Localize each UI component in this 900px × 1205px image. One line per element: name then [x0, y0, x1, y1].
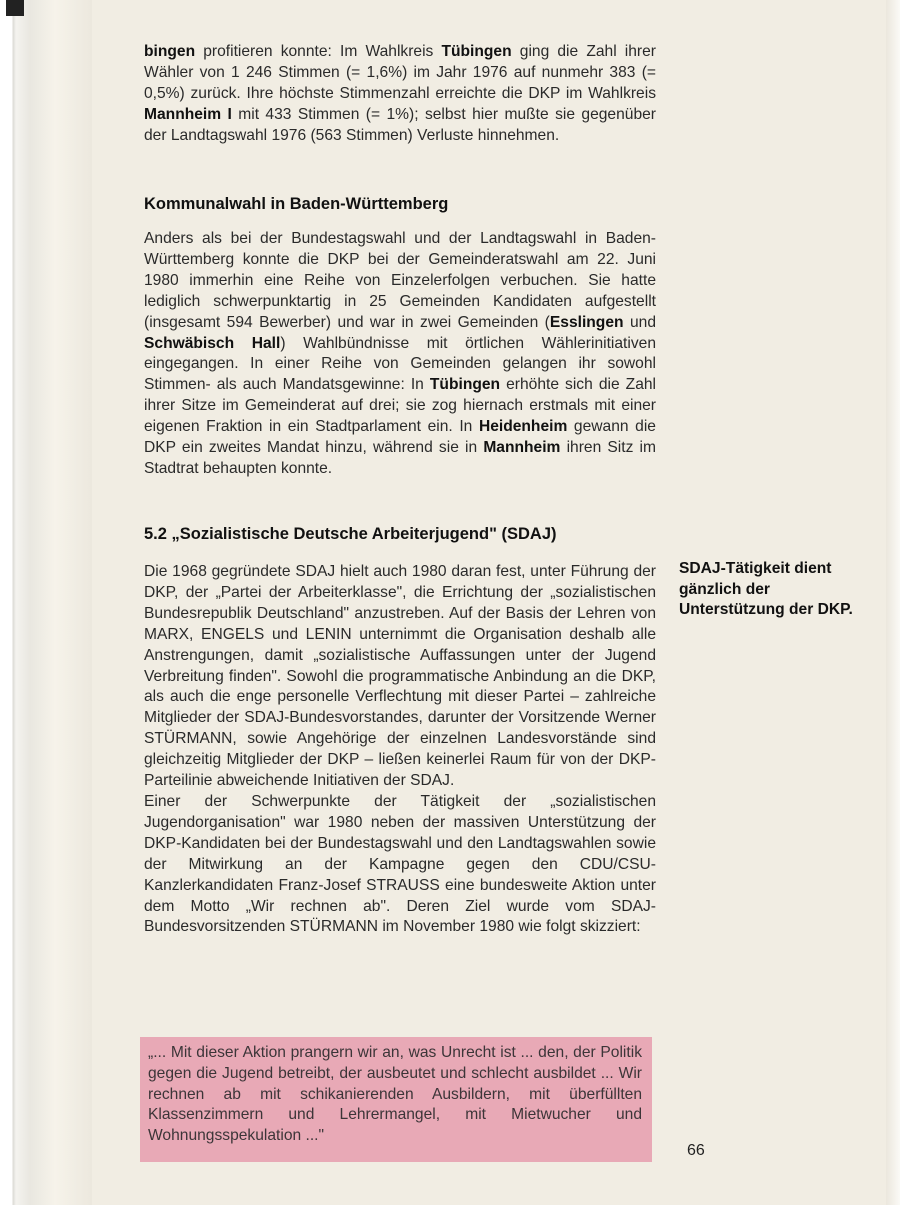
text-run: gewann die DKP ein zweites Mandat hinzu, während sie in: [144, 418, 656, 457]
bold-term: Mannheim I: [144, 105, 232, 123]
heading-sdaj: 5.2 „Sozialistische Deutsche Arbeiterjugend" (SDAJ): [144, 525, 557, 543]
text-run: ihren Sitz im Stadtrat behaupten konnte.: [144, 439, 656, 477]
paragraph-sdaj-founding: Die 1968 gegründete SDAJ hielt auch 1980 daran fest, unter Führung der DKP, der „Partei der Arbeiterklasse", die Errichtung der „sozialistischen Bundesrepublik Deutschland" anzustreben. Auf der Basis der Lehren von MARX, ENGELS und LENIN unternimmt die Organisation deshalb alle Anstrengungen, damit „sozialistische Auffassungen unter der Jugend Verbreitung finden". Sowohl die programmatische Anbindung an die DKP, als auch die enge personelle Verflechtung mit dieser Partei – zahlreiche Mitglieder der SDAJ-Bundesvorstandes, darunter der Vorsitzende Werner STÜRMANN, sowie Angehörige der einzelnen Landesvorstände sind gleichzeitig Mitglieder der DKP – ließen keinerlei Raum für von der DKP-Parteilinie abweichende Initiativen der SDAJ.: [144, 563, 656, 790]
kommunalwahl-section: [144, 229, 656, 480]
quote-text: „... Mit dieser Aktion prangern wir an, was Unrecht ist ... den, der Politik gegen die Jugend betreibt, der ausbeutet und schlecht ausbildet ... Wir rechnen ab mit schikanierenden Ausbildern, mit überfüllten Klassenzimmern und Lehrermangel, mit Mietwucher und Wohnungsspekulation ...": [148, 1044, 642, 1145]
text-run: mit 433 Stimmen (= 1%); selbst hier mußte sie gegenüber der Landtagswahl 1976 (563 Stimmen) Verluste hinnehmen.: [144, 105, 656, 144]
page-number: 66: [687, 1142, 705, 1159]
text-run: ging die Zahl ihrer Wähler von 1 246 Stimmen (= 1,6%) im Jahr 1976 auf nunmehr 383 (= 0,5%) zurück. Ihre höchste Stimmenzahl erreichte die DKP im Wahlkreis: [144, 43, 656, 102]
bold-term: Schwäbisch Hall: [144, 334, 281, 352]
bold-term: bingen: [144, 43, 196, 60]
text-run: und: [623, 313, 656, 331]
paragraph-sdaj-activities: Einer der Schwerpunkte der Tätigkeit der „sozialistischen Jugendorganisation" war 1980 neben der massiven Unterstützung der DKP-Kandidaten bei der Bundestagswahl und den Landtagswahlen sowie der Mitwirkung an der Kampagne gegen den CDU/CSU-Kanzlerkandidaten Franz-Josef STRAUSS eine bundesweite Aktion unter dem Motto „Wir rechnen ab". Deren Ziel wurde vom SDAJ-Bundesvorsitzenden STÜRMANN im November 1980 wie folgt skizziert:: [144, 792, 656, 936]
paragraph-kommunalwahl: [144, 229, 656, 480]
text-run: Anders als bei der Bundestagswahl und der Landtagswahl in Baden-Württemberg konnte die DKP bei der Gemeinderatswahl am 22. Juni 1980 immerhin eine Reihe von Einzelerfolgen verbuchen. Sie hatte lediglich schwerpunktartig in 25 Gemeinden Kandidaten aufgestellt (insgesamt 594 Bewerber) und war in zwei Gemeinden (: [144, 230, 656, 331]
bold-term: Heidenheim: [478, 418, 568, 436]
top-paragraph: [144, 42, 656, 147]
bold-term: Tübingen: [429, 376, 501, 394]
page-right-edge: [886, 0, 900, 1205]
text-run: ) Wahlbündnisse mit örtlichen Wählerinitiativen eingegangen. In einer Reihe von Gemeinden gelangen ihr sowohl Stimmen- als auch Mandatsgewinne: In: [144, 334, 656, 394]
heading-kommunalwahl: Kommunalwahl in Baden-Württemberg: [144, 195, 449, 213]
text-run: profitieren konnte: Im Wahlkreis: [195, 43, 442, 60]
quote-box: [140, 1037, 652, 1162]
scan-corner-mark: [6, 0, 24, 16]
sdaj-section: [144, 562, 656, 938]
paragraph-wahlkreis-results: [144, 42, 656, 147]
text-run: erhöhte sich die Zahl ihrer Sitze im Gemeinderat auf drei; sie zog hiernach erstmals mit einer eigenen Fraktion in ein Stadtparlament ein. In: [144, 376, 656, 436]
bold-term: Tübingen: [441, 43, 512, 60]
bold-term: Mannheim: [483, 439, 561, 457]
bold-term: Esslingen: [549, 313, 624, 331]
margin-note: SDAJ-Tätigkeit dient gänzlich der Unterstützung der DKP.: [679, 560, 853, 618]
book-spine-shadow: [0, 0, 92, 1205]
